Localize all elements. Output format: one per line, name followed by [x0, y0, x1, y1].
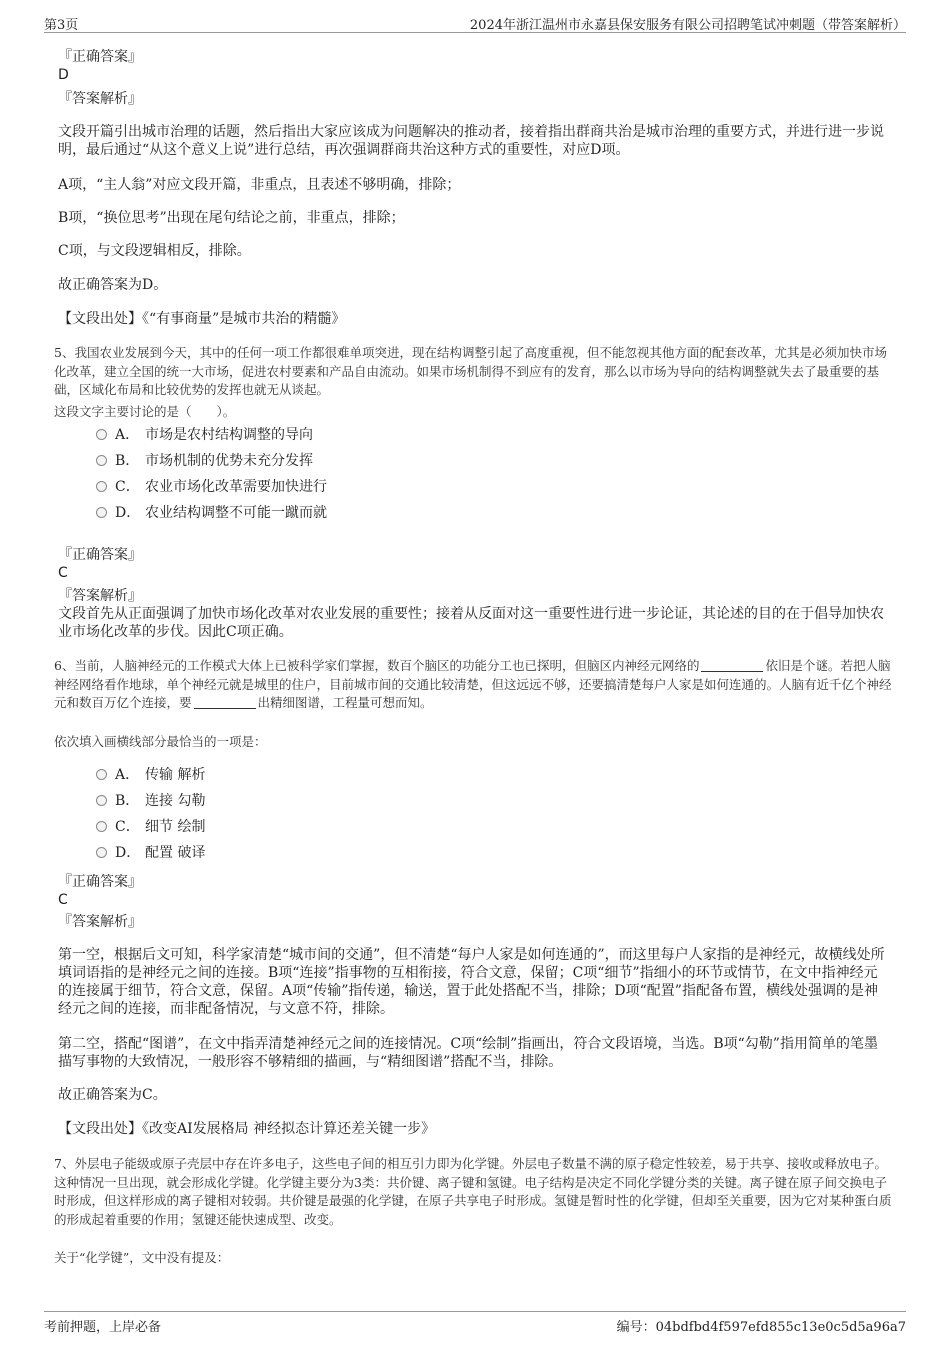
radio-icon[interactable] — [96, 481, 107, 492]
answer-value: C — [58, 565, 68, 581]
source: 【文段出处】《“有事商量”是城市共治的精髓》 — [58, 311, 346, 327]
fill-blank-2[interactable] — [194, 696, 256, 709]
answer-label: 『正确答案』 — [58, 49, 142, 65]
question-prompt: 这段文字主要讨论的是（ ）。 — [54, 404, 236, 419]
analysis-paragraph: 文段开篇引出城市治理的话题，然后指出大家应该成为问题解决的推动者，接着指出群商共治是城市治理的重要方式，并进行进一步说明，最后通过“从这个意义上说”进行总结，再次强调群商共治这种方式的重要性，对应D项。 — [58, 124, 884, 158]
page-header — [44, 14, 906, 33]
option-b[interactable]: B． 连接 勾勒 — [96, 791, 205, 811]
analysis-label: 『答案解析』 — [58, 91, 142, 107]
analysis-paragraph-2: 第二空，搭配“图谱”，在文中指弄清楚神经元之间的连接情况。C项“绘制”指画出，符合文段语境，当选。B项“勾勒”指用简单的笔墨描写事物的大致情况，一般形容不够精细的描画，与“精细图谱”搭配不当，排除。 — [58, 1036, 878, 1070]
source: 【文段出处】《改变AI发展格局 神经拟态计算还差关键一步》 — [58, 1121, 436, 1137]
answer-label: 『正确答案』 — [58, 874, 142, 890]
radio-icon[interactable] — [96, 429, 107, 440]
radio-icon[interactable] — [96, 795, 107, 806]
option-d[interactable]: D． 配置 破译 — [96, 843, 205, 863]
radio-icon[interactable] — [96, 847, 107, 858]
answer-value: C — [58, 892, 68, 908]
question-stem: 7、外层电子能级或原子壳层中存在许多电子，这些电子间的相互引力即为化学键。外层电子数量不满的原子稳定性较差，易于共享、接收或释放电子。这种情况一旦出现，就会形成化学键。化学键主要分为3类：共价键、离子键和氢键。电子结构是决定不同化学键分类的关键。离子键在原子间交换电子时形成，但这样形成的离子键相对较弱。共价键是最强的化学键，在原子共享电子时形成。氢键是暂时性的化学键，但却至关重要，因为它对某种蛋白质的形成起着重要的作用；氢键还能快速成型、改变。 — [54, 1156, 892, 1227]
option-b[interactable]: B． 市场机制的优势未充分发挥 — [96, 451, 313, 471]
conclusion: 故正确答案为D。 — [58, 277, 168, 293]
analysis-label: 『答案解析』 — [58, 914, 142, 930]
option-a[interactable]: A． 市场是农村结构调整的导向 — [96, 425, 313, 445]
page-number: 第3页 — [44, 18, 79, 33]
conclusion: 故正确答案为C。 — [58, 1087, 167, 1103]
answer-value: D — [58, 67, 69, 83]
answer-label: 『正确答案』 — [58, 547, 142, 563]
option-d[interactable]: D． 农业结构调整不可能一蹴而就 — [96, 503, 327, 523]
radio-icon[interactable] — [96, 769, 107, 780]
question-stem: 5、我国农业发展到今天，其中的任何一项工作都很难单项突进，现在结构调整引起了高度重视，但不能忽视其他方面的配套改革，尤其是必须加快市场化改革，建立全国的统一大市场，促进农村要素和产品自由流动。如果市场机制得不到应有的发育，那么以市场为导向的结构调整就失去了最重要的基础，区域化布局和比较优势的发挥也就无从谈起。 — [54, 345, 887, 397]
radio-icon[interactable] — [96, 821, 107, 832]
analysis-option-b: B项，“换位思考”出现在尾句结论之前，非重点，排除； — [58, 210, 405, 226]
analysis-label: 『答案解析』 — [58, 588, 142, 604]
document-title: 2024年浙江温州市永嘉县保安服务有限公司招聘笔试冲刺题（带答案解析） — [469, 18, 906, 33]
fill-blank-1[interactable] — [701, 659, 763, 672]
footer-slogan: 考前押题，上岸必备 — [44, 1320, 162, 1335]
question-stem: 6、当前，人脑神经元的工作模式大体上已被科学家们掌握，数百个脑区的功能分工也已探明，但脑区内神经元网络的 依旧是个谜。若把人脑神经网络看作地球，单个神经元就是城里的住户，目前城市间的交通比较清楚，但这远远不够，还要搞清楚每户人家是如何连通的。人脑有近千亿个神经元和数百万亿个连接，要 出精细图谱，工程量可想而知。 — [54, 658, 892, 710]
option-a[interactable]: A． 传输 解析 — [96, 765, 205, 785]
option-c[interactable]: C． 细节 绘制 — [96, 817, 205, 837]
option-c[interactable]: C． 农业市场化改革需要加快进行 — [96, 477, 327, 497]
analysis-option-a: A项，“主人翁”对应文段开篇，非重点，且表述不够明确，排除； — [58, 177, 461, 193]
question-prompt: 依次填入画横线部分最恰当的一项是： — [54, 734, 267, 749]
analysis-paragraph-1: 第一空，根据后文可知，科学家清楚“城市间的交通”，但不清楚“每户人家是如何连通的”，而这里每户人家指的是神经元，故横线处所填词语指的是神经元之间的连接。B项“连接”指事物的互相衔接，符合文意，保留；C项“细节”指细小的环节或情节，在文中指神经元的连接属于细节，符合文意，保留。A项“传输”指传递，输送，置于此处搭配不当，排除；D项“配置”指配备布置，横线处强调的是神经元之间的连接，而非配备情况，与文意不符，排除。 — [58, 947, 885, 1017]
radio-icon[interactable] — [96, 507, 107, 518]
document-code: 编号：04bdfbd4f597efd855c13e0c5d5a96a7 — [616, 1320, 906, 1335]
analysis-option-c: C项，与文段逻辑相反，排除。 — [58, 243, 251, 259]
radio-icon[interactable] — [96, 455, 107, 466]
question-prompt: 关于“化学键”，文中没有提及： — [54, 1250, 230, 1265]
analysis-paragraph: 文段首先从正面强调了加快市场化改革对农业发展的重要性；接着从反面对这一重要性进行进一步论证，其论述的目的在于倡导加快农业市场化改革的步伐。因此C项正确。 — [58, 606, 884, 640]
page-footer — [44, 1311, 906, 1334]
